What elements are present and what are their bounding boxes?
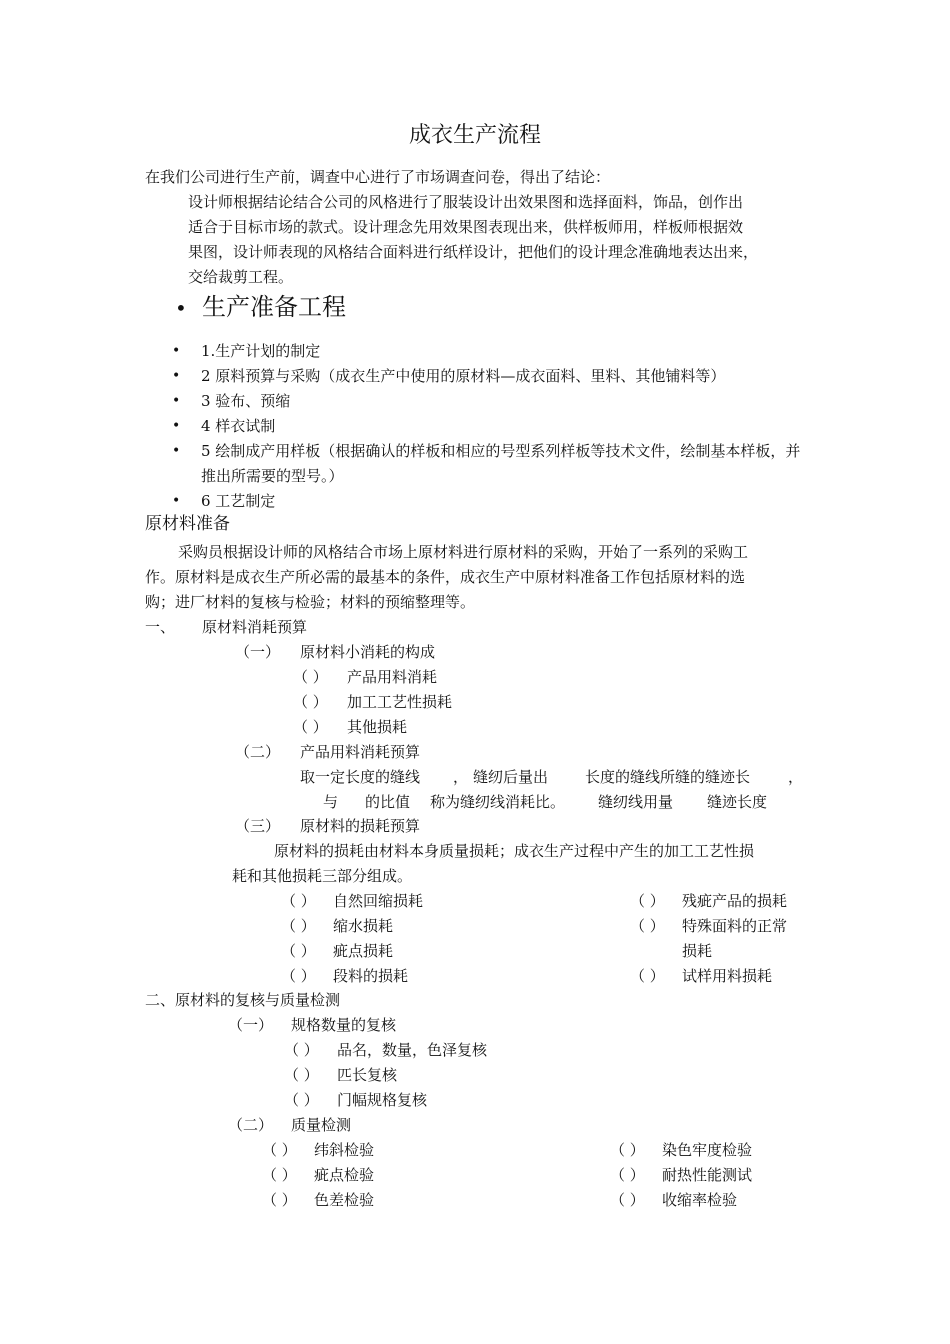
formula-text: 缝纫线用量 [598,793,674,811]
sub-item: 产品用料消耗 [347,668,438,686]
list-item [172,339,812,364]
list-item [172,389,812,414]
loss-item: 试样用料损耗 [682,967,773,985]
section-heading-prep [175,290,346,325]
formula-text: 长度的缝线所缝的缝迹长 [585,768,751,786]
check-item: 品名，数量，色泽复核 [337,1041,488,1059]
paren-marker: （ ） [610,1166,645,1184]
formula-text: 缝迹长度 [707,793,768,811]
loss-item: 缩水损耗 [333,917,394,935]
paren-marker: （ ） [281,917,316,935]
section-heading-material: 原材料准备 [145,514,230,534]
quality-item: 色差检验 [314,1191,375,1209]
list-item [172,414,812,439]
paren-marker: （ ） [293,668,328,686]
page-title: 成衣生产流程 [408,123,541,148]
formula-text: 与 [323,793,339,811]
formula-text: ， [453,768,469,786]
quality-item: 纬斜检验 [314,1141,375,1159]
section-heading-text: 生产准备工程 [202,293,346,321]
part1-number: 一、 [145,618,176,636]
loss-item: 段料的损耗 [333,967,409,985]
paren-marker: （ ） [284,1091,319,1109]
formula-text: ， [788,768,804,786]
list-item [172,364,812,389]
intro-line: 适合于目标市场的款式。设计理念先用效果图表现出来，供样板师用，样板师根据效 [188,218,744,236]
paragraph-line: 购；进厂材料的复核与检验；材料的预缩整理等。 [145,593,476,611]
list-item-text: 4 样衣试制 [201,417,276,435]
bullet-dot: • [172,393,181,409]
loss-item: 损耗 [682,942,713,960]
list-item-text: 3 验布、预缩 [201,392,291,410]
formula-text: 的比值 [365,793,411,811]
sub-item: 加工工艺性损耗 [347,693,453,711]
quality-item: 疵点检验 [314,1166,375,1184]
paren-marker: （ ） [262,1141,297,1159]
paren-marker: （ ） [610,1191,645,1209]
bullet-dot: • [172,493,181,509]
paren-marker: （ ） [610,1141,645,1159]
loss-item: 自然回缩损耗 [333,892,424,910]
list-item-text: 5 绘制成产用样板（根据确认的样板和相应的号型系列样板等技术文件，绘制基本样板，并推出所需要的型号。） [201,442,801,485]
prep-list [172,339,812,514]
quality-item: 收缩率检验 [662,1191,738,1209]
bullet-dot: • [175,296,187,320]
loss-item: 残疵产品的损耗 [682,892,788,910]
list-item [172,439,812,489]
bullet-dot: • [172,343,181,359]
bullet-dot: • [172,368,181,384]
part1-title: 原材料消耗预算 [202,618,308,636]
sub-number: （一） [235,643,281,661]
check-item: 匹长复核 [337,1066,398,1084]
sub-title: 质量检测 [291,1116,352,1134]
sub-title: 原材料小消耗的构成 [300,643,436,661]
paren-marker: （ ） [281,892,316,910]
bullet-dot: • [172,418,181,434]
sub-number: （二） [235,743,281,761]
list-item-text: 2 原料预算与采购（成衣生产中使用的原材料—成衣面料、里料、其他铺料等） [201,367,726,385]
sub-title: 产品用料消耗预算 [300,743,421,761]
bullet-dot: • [172,443,181,459]
list-item-text: 6 工艺制定 [201,492,276,510]
paren-marker: （ ） [262,1166,297,1184]
paren-marker: （ ） [284,1041,319,1059]
formula-text: 缝纫后量出 [473,768,549,786]
paren-marker: （ ） [630,967,665,985]
intro-paragraph [188,190,810,290]
loss-item: 特殊面料的正常 [682,917,788,935]
loss-item: 疵点损耗 [333,942,394,960]
paren-marker: （ ） [293,718,328,736]
check-item: 门幅规格复核 [337,1091,428,1109]
paragraph-line: 作。原材料是成衣生产所必需的最基本的条件，成衣生产中原材料准备工作包括原材料的选 [145,568,746,586]
sub-title: 原材料的损耗预算 [300,817,421,835]
part2-title: 二、原材料的复核与质量检测 [145,991,341,1009]
paren-marker: （ ） [262,1191,297,1209]
list-item-text: 1.生产计划的制定 [201,342,321,360]
paren-marker: （ ） [284,1066,319,1084]
intro-line: 交给裁剪工程。 [188,268,294,286]
intro-line: 果图，设计师表现的风格结合面料进行纸样设计，把他们的设计理念准确地表达出来， [188,243,759,261]
paren-marker: （ ） [281,942,316,960]
material-paragraph [145,540,810,615]
loss-paragraph [232,839,810,889]
intro-line: 设计师根据结论结合公司的风格进行了服装设计出效果图和选择面料，饰品，创作出 [188,193,744,211]
paren-marker: （ ） [293,693,328,711]
sub-number: （一） [228,1016,274,1034]
formula-text: 取一定长度的缝线 [300,768,421,786]
formula-text: 称为缝纫线消耗比。 [430,793,566,811]
paren-marker: （ ） [281,967,316,985]
paren-marker: （ ） [630,917,665,935]
paragraph-line: 采购员根据设计师的风格结合市场上原材料进行原材料的采购，开始了一系列的采购工 [178,543,749,561]
paragraph-line: 原材料的损耗由材料本身质量损耗；成衣生产过程中产生的加工工艺性损 [274,842,755,860]
sub-number: （二） [228,1116,274,1134]
list-item [172,489,812,514]
sub-title: 规格数量的复核 [291,1016,397,1034]
paren-marker: （ ） [630,892,665,910]
intro-lead: 在我们公司进行生产前，调查中心进行了市场调查问卷，得出了结论： [145,168,611,186]
paragraph-line: 耗和其他损耗三部分组成。 [232,867,413,885]
quality-item: 耐热性能测试 [662,1166,753,1184]
sub-item: 其他损耗 [347,718,408,736]
quality-item: 染色牢度检验 [662,1141,753,1159]
sub-number: （三） [235,817,281,835]
